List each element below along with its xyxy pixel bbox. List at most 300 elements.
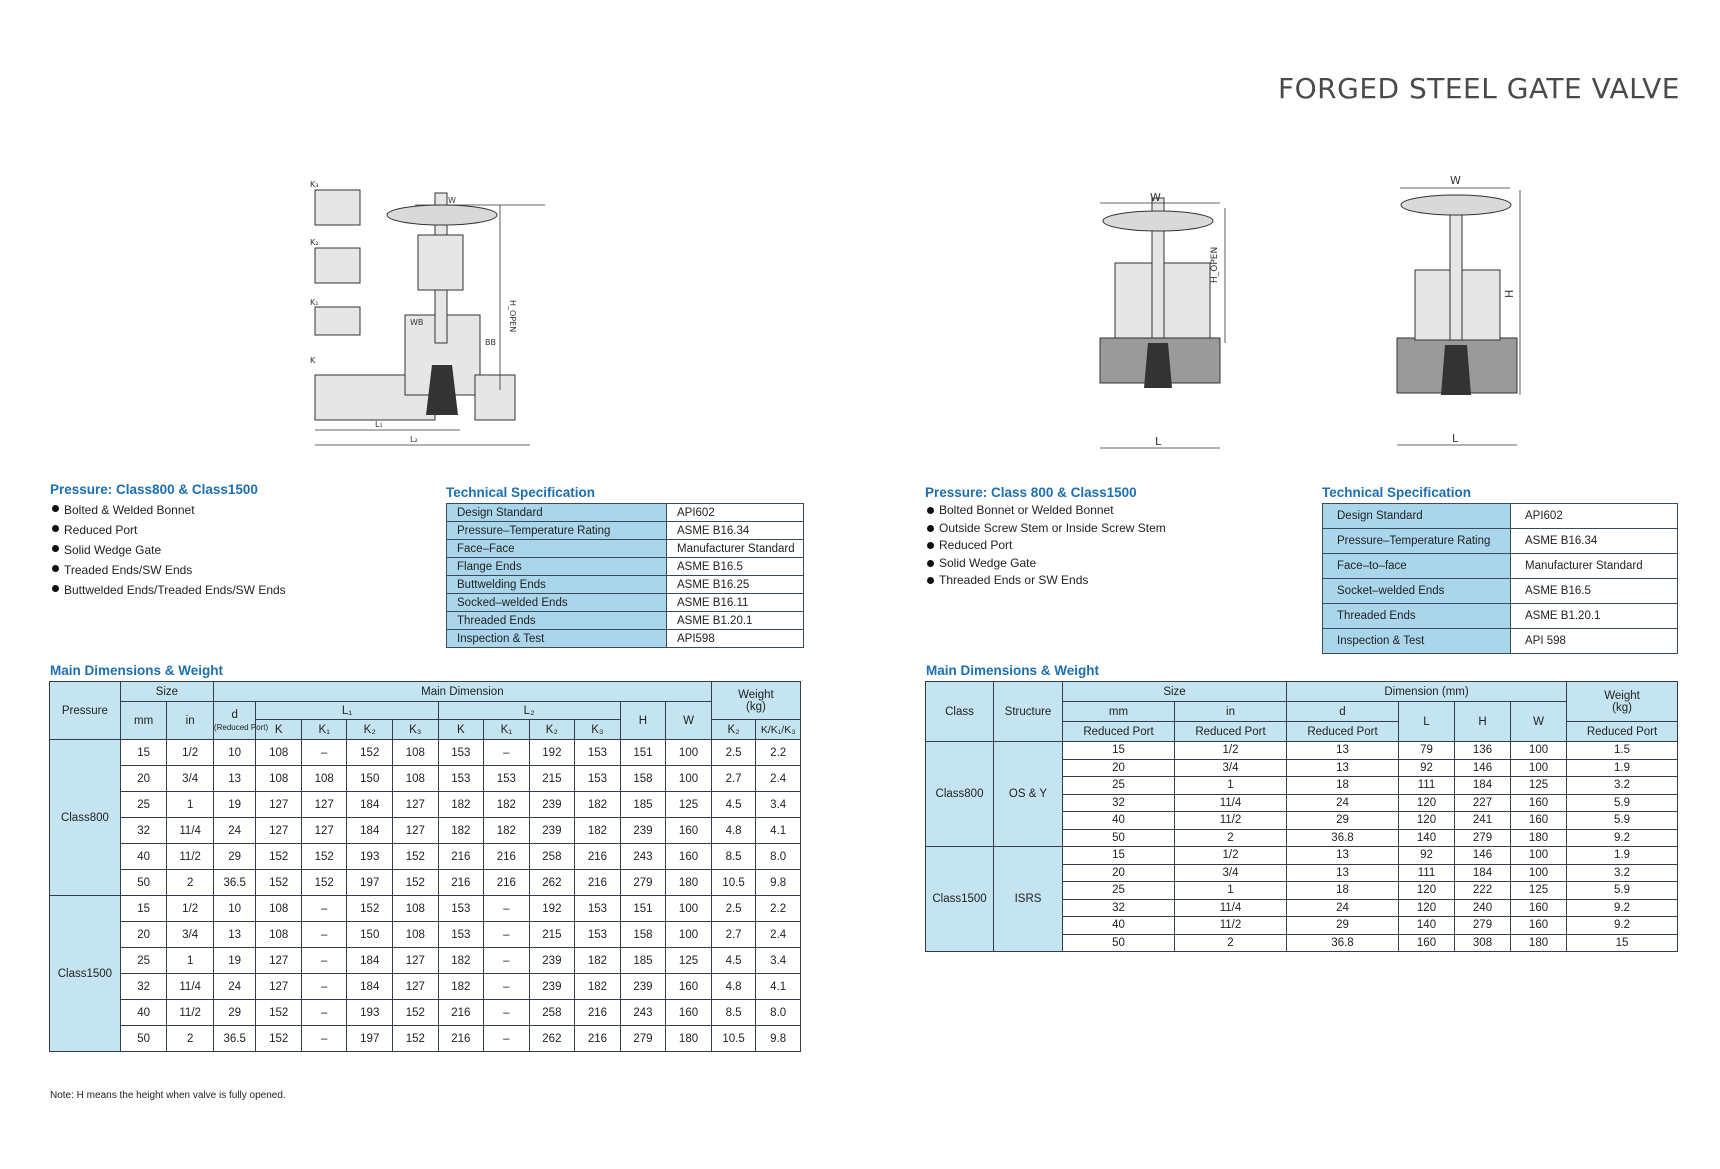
table-cell: 50 <box>1063 829 1175 847</box>
table-cell: 11/2 <box>167 844 214 870</box>
table-cell: 160 <box>666 818 712 844</box>
col-l1-k1: K₁ <box>301 720 347 740</box>
table-cell: 239 <box>529 792 575 818</box>
table-cell: 184 <box>347 974 393 1000</box>
table-cell: 50 <box>1063 934 1175 952</box>
table-cell: 127 <box>393 818 439 844</box>
col-weight-kk1k3: K/K₁/K₃ <box>756 720 801 740</box>
fig-label-k2: K₂ <box>310 238 319 247</box>
col-size: Size <box>120 682 213 702</box>
table-cell: 40 <box>1063 812 1175 830</box>
table-cell: 1 <box>167 792 214 818</box>
spec-row <box>1323 629 1678 654</box>
table-cell: 262 <box>529 870 575 896</box>
table-cell: 79 <box>1399 742 1455 760</box>
fig-label-l2: L₂ <box>410 435 418 444</box>
table-cell: 153 <box>575 922 621 948</box>
right-valve-drawing-osy <box>1090 183 1240 455</box>
table-cell: 152 <box>256 844 302 870</box>
right-feature-list <box>927 502 1166 590</box>
table-cell: 32 <box>1063 899 1175 917</box>
table-cell: 216 <box>438 870 484 896</box>
table-cell: 239 <box>529 948 575 974</box>
table-cell: 227 <box>1455 794 1511 812</box>
spec-value: ASME B16.34 <box>1511 529 1678 554</box>
col-l2-k2: K₂ <box>529 720 575 740</box>
left-dimension-table <box>49 681 801 1052</box>
spec-value: API602 <box>1511 504 1678 529</box>
table-cell: – <box>484 974 530 1000</box>
table-cell: 127 <box>256 948 302 974</box>
fig-label-h-open: H_OPEN <box>508 300 517 333</box>
table-cell: 15 <box>1567 934 1678 952</box>
table-cell: 5.9 <box>1567 812 1678 830</box>
table-cell: 182 <box>484 792 530 818</box>
table-cell: 160 <box>1399 934 1455 952</box>
table-cell: 153 <box>575 896 621 922</box>
table-cell: 182 <box>575 948 621 974</box>
table-cell: 10.5 <box>711 1026 756 1052</box>
feature-item: Solid Wedge Gate <box>927 555 1166 573</box>
table-cell: – <box>484 740 530 766</box>
col-pressure: Pressure <box>50 682 121 740</box>
table-cell: 146 <box>1455 847 1511 865</box>
table-cell: 120 <box>1399 899 1455 917</box>
table-cell: 15 <box>120 740 167 766</box>
table-row <box>50 792 801 818</box>
table-cell: 50 <box>120 870 167 896</box>
table-cell: 1 <box>1175 777 1287 795</box>
table-cell: 8.0 <box>756 1000 801 1026</box>
table-cell: – <box>301 922 347 948</box>
table-cell: 258 <box>529 844 575 870</box>
table-cell: 40 <box>120 844 167 870</box>
table-cell: 100 <box>666 766 712 792</box>
table-cell: 182 <box>575 792 621 818</box>
table-cell: 182 <box>438 974 484 1000</box>
spec-value: ASME B16.34 <box>667 522 804 540</box>
spec-row <box>1323 554 1678 579</box>
table-cell: 36.5 <box>213 870 256 896</box>
table-cell: 3.4 <box>756 792 801 818</box>
table-cell: 239 <box>620 818 666 844</box>
col-h: H <box>1455 702 1511 742</box>
table-cell: 3/4 <box>1175 759 1287 777</box>
table-cell: 32 <box>120 974 167 1000</box>
table-cell: 3.2 <box>1567 864 1678 882</box>
table-cell: 10 <box>213 896 256 922</box>
table-cell: 100 <box>666 896 712 922</box>
col-weight: Weight (kg) <box>711 682 800 720</box>
table-cell: 29 <box>213 1000 256 1026</box>
table-cell: 160 <box>1511 899 1567 917</box>
table-cell: 24 <box>1287 794 1399 812</box>
table-cell: 152 <box>393 1000 439 1026</box>
fig-label-k: K <box>310 356 316 365</box>
table-cell: 3.4 <box>756 948 801 974</box>
table-cell: 5.9 <box>1567 882 1678 900</box>
table-cell: 193 <box>347 1000 393 1026</box>
fig-label-w: W <box>448 196 456 205</box>
table-cell: 1.5 <box>1567 742 1678 760</box>
fig-label-bb: BB <box>485 338 496 347</box>
spec-value: API602 <box>667 504 804 522</box>
table-cell: 1/2 <box>1175 847 1287 865</box>
table-row <box>50 818 801 844</box>
table-cell: 11/2 <box>1175 917 1287 935</box>
table-cell: 20 <box>1063 759 1175 777</box>
table-cell: 127 <box>256 818 302 844</box>
table-cell: 108 <box>301 766 347 792</box>
feature-item: Outside Screw Stem or Inside Screw Stem <box>927 520 1166 538</box>
table-cell: 182 <box>484 818 530 844</box>
spec-key: Design Standard <box>447 504 667 522</box>
table-cell: 25 <box>1063 777 1175 795</box>
table-cell: – <box>301 948 347 974</box>
spec-key: Face–to–face <box>1323 554 1511 579</box>
table-cell: 127 <box>393 948 439 974</box>
table-note: Note: H means the height when valve is fully opened. <box>50 1090 286 1101</box>
table-cell: 192 <box>529 896 575 922</box>
table-cell: 184 <box>347 948 393 974</box>
table-cell: 2.2 <box>756 896 801 922</box>
left-spec-table <box>446 503 804 648</box>
col-in-reduced-port: Reduced Port <box>1175 722 1287 742</box>
fig-label-l: L <box>1452 432 1459 445</box>
spec-row <box>447 504 804 522</box>
table-cell: 40 <box>1063 917 1175 935</box>
table-cell: 279 <box>620 1026 666 1052</box>
table-row <box>50 922 801 948</box>
table-cell: 20 <box>1063 864 1175 882</box>
table-cell: 184 <box>1455 777 1511 795</box>
table-cell: 92 <box>1399 847 1455 865</box>
table-cell: 279 <box>620 870 666 896</box>
spec-value: ASME B16.25 <box>667 576 804 594</box>
table-cell: 120 <box>1399 882 1455 900</box>
table-cell: 243 <box>620 844 666 870</box>
spec-key: Pressure–Temperature Rating <box>1323 529 1511 554</box>
table-cell: 9.2 <box>1567 917 1678 935</box>
fig-label-k3: K₃ <box>310 180 319 189</box>
table-cell: 108 <box>393 896 439 922</box>
spec-row <box>447 612 804 630</box>
spec-key: Threaded Ends <box>447 612 667 630</box>
spec-row <box>447 540 804 558</box>
table-cell: 11/4 <box>1175 794 1287 812</box>
table-cell: 120 <box>1399 812 1455 830</box>
spec-key: Flange Ends <box>447 558 667 576</box>
col-l2: L₂ <box>438 702 620 720</box>
table-row <box>926 742 1678 760</box>
table-cell: 125 <box>666 792 712 818</box>
table-cell: 24 <box>213 974 256 1000</box>
spec-value: ASME B16.5 <box>1511 579 1678 604</box>
table-cell: 2 <box>1175 934 1287 952</box>
table-cell: 215 <box>529 766 575 792</box>
table-cell: – <box>484 1026 530 1052</box>
spec-key: Inspection & Test <box>1323 629 1511 654</box>
table-cell: 2.7 <box>711 766 756 792</box>
table-cell: 1 <box>167 948 214 974</box>
table-cell: 40 <box>120 1000 167 1026</box>
spec-key: Socked–welded Ends <box>447 594 667 612</box>
right-spec-heading: Technical Specification <box>1322 485 1472 500</box>
table-cell: 100 <box>1511 847 1567 865</box>
spec-row <box>447 630 804 648</box>
table-cell: 239 <box>529 974 575 1000</box>
fig-label-l: L <box>1155 435 1162 448</box>
feature-item: Threaded Ends or SW Ends <box>927 572 1166 590</box>
table-cell: 153 <box>438 740 484 766</box>
table-cell: 182 <box>438 948 484 974</box>
spec-value: API 598 <box>1511 629 1678 654</box>
spec-key: Pressure–Temperature Rating <box>447 522 667 540</box>
table-cell: 4.5 <box>711 792 756 818</box>
table-cell: – <box>301 1026 347 1052</box>
table-cell: 216 <box>575 844 621 870</box>
table-cell: 24 <box>213 818 256 844</box>
table-cell: 8.5 <box>711 1000 756 1026</box>
table-cell: 20 <box>120 766 167 792</box>
table-cell: 152 <box>347 740 393 766</box>
table-cell: 152 <box>256 870 302 896</box>
right-pressure-heading: Pressure: Class 800 & Class1500 <box>925 485 1137 500</box>
fig-label-h-open: H_OPEN <box>1210 246 1220 283</box>
fig-label-k1: K₁ <box>310 298 319 307</box>
table-cell: 152 <box>301 870 347 896</box>
spec-row <box>1323 529 1678 554</box>
col-structure: Structure <box>994 682 1063 742</box>
spec-value: API598 <box>667 630 804 648</box>
col-l: L <box>1399 702 1455 742</box>
col-d: d (Reduced Port) <box>213 702 256 740</box>
table-cell: 140 <box>1399 917 1455 935</box>
table-cell: 150 <box>347 922 393 948</box>
table-cell: 1.9 <box>1567 847 1678 865</box>
fig-label-w: W <box>1150 191 1161 204</box>
table-cell: 24 <box>1287 899 1399 917</box>
table-cell: 100 <box>666 740 712 766</box>
table-cell: 4.8 <box>711 974 756 1000</box>
table-cell: 11/4 <box>1175 899 1287 917</box>
spec-row <box>1323 579 1678 604</box>
table-cell: 152 <box>301 844 347 870</box>
table-cell: 10 <box>213 740 256 766</box>
page-title: FORGED STEEL GATE VALVE <box>1278 72 1680 105</box>
table-cell: 2.2 <box>756 740 801 766</box>
table-cell: 146 <box>1455 759 1511 777</box>
table-cell: 111 <box>1399 777 1455 795</box>
table-cell: 185 <box>620 792 666 818</box>
spec-key: Buttwelding Ends <box>447 576 667 594</box>
left-pressure-heading: Pressure: Class800 & Class1500 <box>50 482 258 497</box>
table-cell: 125 <box>1511 882 1567 900</box>
spec-value: ASME B16.5 <box>667 558 804 576</box>
spec-row <box>1323 604 1678 629</box>
table-cell: 152 <box>256 1026 302 1052</box>
table-cell: 197 <box>347 870 393 896</box>
table-cell: 4.5 <box>711 948 756 974</box>
table-cell: 240 <box>1455 899 1511 917</box>
col-size: Size <box>1063 682 1287 702</box>
table-cell: 32 <box>120 818 167 844</box>
spec-row <box>447 522 804 540</box>
table-row <box>50 870 801 896</box>
table-cell: 153 <box>438 766 484 792</box>
table-cell: 180 <box>1511 934 1567 952</box>
table-cell: – <box>484 896 530 922</box>
spec-key: Threaded Ends <box>1323 604 1511 629</box>
col-weight-reduced-port: Reduced Port <box>1567 722 1678 742</box>
table-cell: 308 <box>1455 934 1511 952</box>
table-cell: 279 <box>1455 917 1511 935</box>
table-cell: 241 <box>1455 812 1511 830</box>
table-cell: 127 <box>256 974 302 1000</box>
col-l2-k1: K₁ <box>484 720 530 740</box>
table-row <box>50 844 801 870</box>
table-cell: 25 <box>120 948 167 974</box>
table-cell: 100 <box>1511 864 1567 882</box>
table-cell: 18 <box>1287 882 1399 900</box>
class-cell: Class1500 <box>926 847 994 952</box>
right-dimension-table <box>925 681 1678 952</box>
right-valve-drawing-isrs <box>1385 170 1535 455</box>
col-l1-k3: K₃ <box>393 720 439 740</box>
spec-row <box>447 576 804 594</box>
table-cell: – <box>301 740 347 766</box>
table-cell: 216 <box>438 1026 484 1052</box>
table-cell: 11/2 <box>1175 812 1287 830</box>
table-cell: 50 <box>120 1026 167 1052</box>
col-weight-k2: K₂ <box>711 720 756 740</box>
table-cell: 3.2 <box>1567 777 1678 795</box>
feature-item: Solid Wedge Gate <box>52 540 286 560</box>
table-cell: 3/4 <box>1175 864 1287 882</box>
table-cell: 1/2 <box>167 740 214 766</box>
spec-value: Manufacturer Standard <box>667 540 804 558</box>
spec-value: ASME B1.20.1 <box>1511 604 1678 629</box>
table-row <box>50 740 801 766</box>
table-cell: 13 <box>1287 847 1399 865</box>
table-cell: 2.7 <box>711 922 756 948</box>
col-l2-k: K <box>438 720 484 740</box>
table-cell: 151 <box>620 896 666 922</box>
table-cell: 153 <box>575 740 621 766</box>
table-cell: 193 <box>347 844 393 870</box>
table-cell: 262 <box>529 1026 575 1052</box>
table-cell: 2 <box>167 1026 214 1052</box>
table-cell: 216 <box>484 844 530 870</box>
class-cell: Class800 <box>926 742 994 847</box>
table-cell: 108 <box>256 766 302 792</box>
table-cell: 36.8 <box>1287 934 1399 952</box>
table-cell: 9.8 <box>756 1026 801 1052</box>
col-l1-k: K <box>256 720 302 740</box>
table-cell: 13 <box>213 766 256 792</box>
table-cell: 216 <box>438 1000 484 1026</box>
table-cell: 158 <box>620 766 666 792</box>
table-cell: 108 <box>393 766 439 792</box>
table-cell: 216 <box>575 870 621 896</box>
table-cell: 127 <box>301 792 347 818</box>
spec-value: ASME B16.11 <box>667 594 804 612</box>
table-cell: 140 <box>1399 829 1455 847</box>
table-cell: 184 <box>347 818 393 844</box>
table-cell: 1.9 <box>1567 759 1678 777</box>
table-cell: 13 <box>1287 759 1399 777</box>
right-dim-heading: Main Dimensions & Weight <box>926 663 1100 678</box>
table-cell: 2 <box>1175 829 1287 847</box>
table-cell: 279 <box>1455 829 1511 847</box>
table-cell: 153 <box>438 922 484 948</box>
table-cell: 222 <box>1455 882 1511 900</box>
feature-item: Bolted Bonnet or Welded Bonnet <box>927 502 1166 520</box>
table-row <box>50 948 801 974</box>
spec-key: Inspection & Test <box>447 630 667 648</box>
table-cell: 19 <box>213 792 256 818</box>
table-cell: 8.0 <box>756 844 801 870</box>
col-weight: Weight (kg) <box>1567 682 1678 722</box>
table-cell: 182 <box>575 818 621 844</box>
spec-row <box>1323 504 1678 529</box>
table-cell: 108 <box>256 896 302 922</box>
table-cell: 127 <box>393 792 439 818</box>
spec-value: Manufacturer Standard <box>1511 554 1678 579</box>
table-cell: 153 <box>575 766 621 792</box>
right-spec-table <box>1322 503 1678 654</box>
col-d: d <box>1287 702 1399 722</box>
table-cell: 3/4 <box>167 766 214 792</box>
table-cell: 216 <box>575 1000 621 1026</box>
table-cell: 8.5 <box>711 844 756 870</box>
table-cell: 1/2 <box>167 896 214 922</box>
table-cell: 29 <box>1287 812 1399 830</box>
table-cell: – <box>301 896 347 922</box>
table-cell: – <box>484 922 530 948</box>
table-cell: 32 <box>1063 794 1175 812</box>
table-cell: 15 <box>1063 847 1175 865</box>
col-class: Class <box>926 682 994 742</box>
col-d-reduced-port: Reduced Port <box>1287 722 1399 742</box>
table-cell: 15 <box>1063 742 1175 760</box>
table-cell: 2.5 <box>711 896 756 922</box>
table-cell: 4.1 <box>756 974 801 1000</box>
table-cell: 152 <box>393 1026 439 1052</box>
table-cell: 92 <box>1399 759 1455 777</box>
col-in: in <box>1175 702 1287 722</box>
table-cell: – <box>484 948 530 974</box>
col-w: W <box>1511 702 1567 742</box>
table-cell: 1/2 <box>1175 742 1287 760</box>
table-cell: 108 <box>256 740 302 766</box>
col-mm: mm <box>1063 702 1175 722</box>
spec-key: Design Standard <box>1323 504 1511 529</box>
table-cell: 18 <box>1287 777 1399 795</box>
table-cell: 2.5 <box>711 740 756 766</box>
left-feature-list <box>52 500 286 600</box>
table-cell: 9.8 <box>756 870 801 896</box>
table-cell: 108 <box>256 922 302 948</box>
table-cell: 111 <box>1399 864 1455 882</box>
table-cell: 239 <box>529 818 575 844</box>
table-cell: 158 <box>620 922 666 948</box>
table-cell: 4.1 <box>756 818 801 844</box>
table-cell: 20 <box>120 922 167 948</box>
table-row <box>50 1026 801 1052</box>
table-cell: 36.5 <box>213 1026 256 1052</box>
table-cell: 19 <box>213 948 256 974</box>
